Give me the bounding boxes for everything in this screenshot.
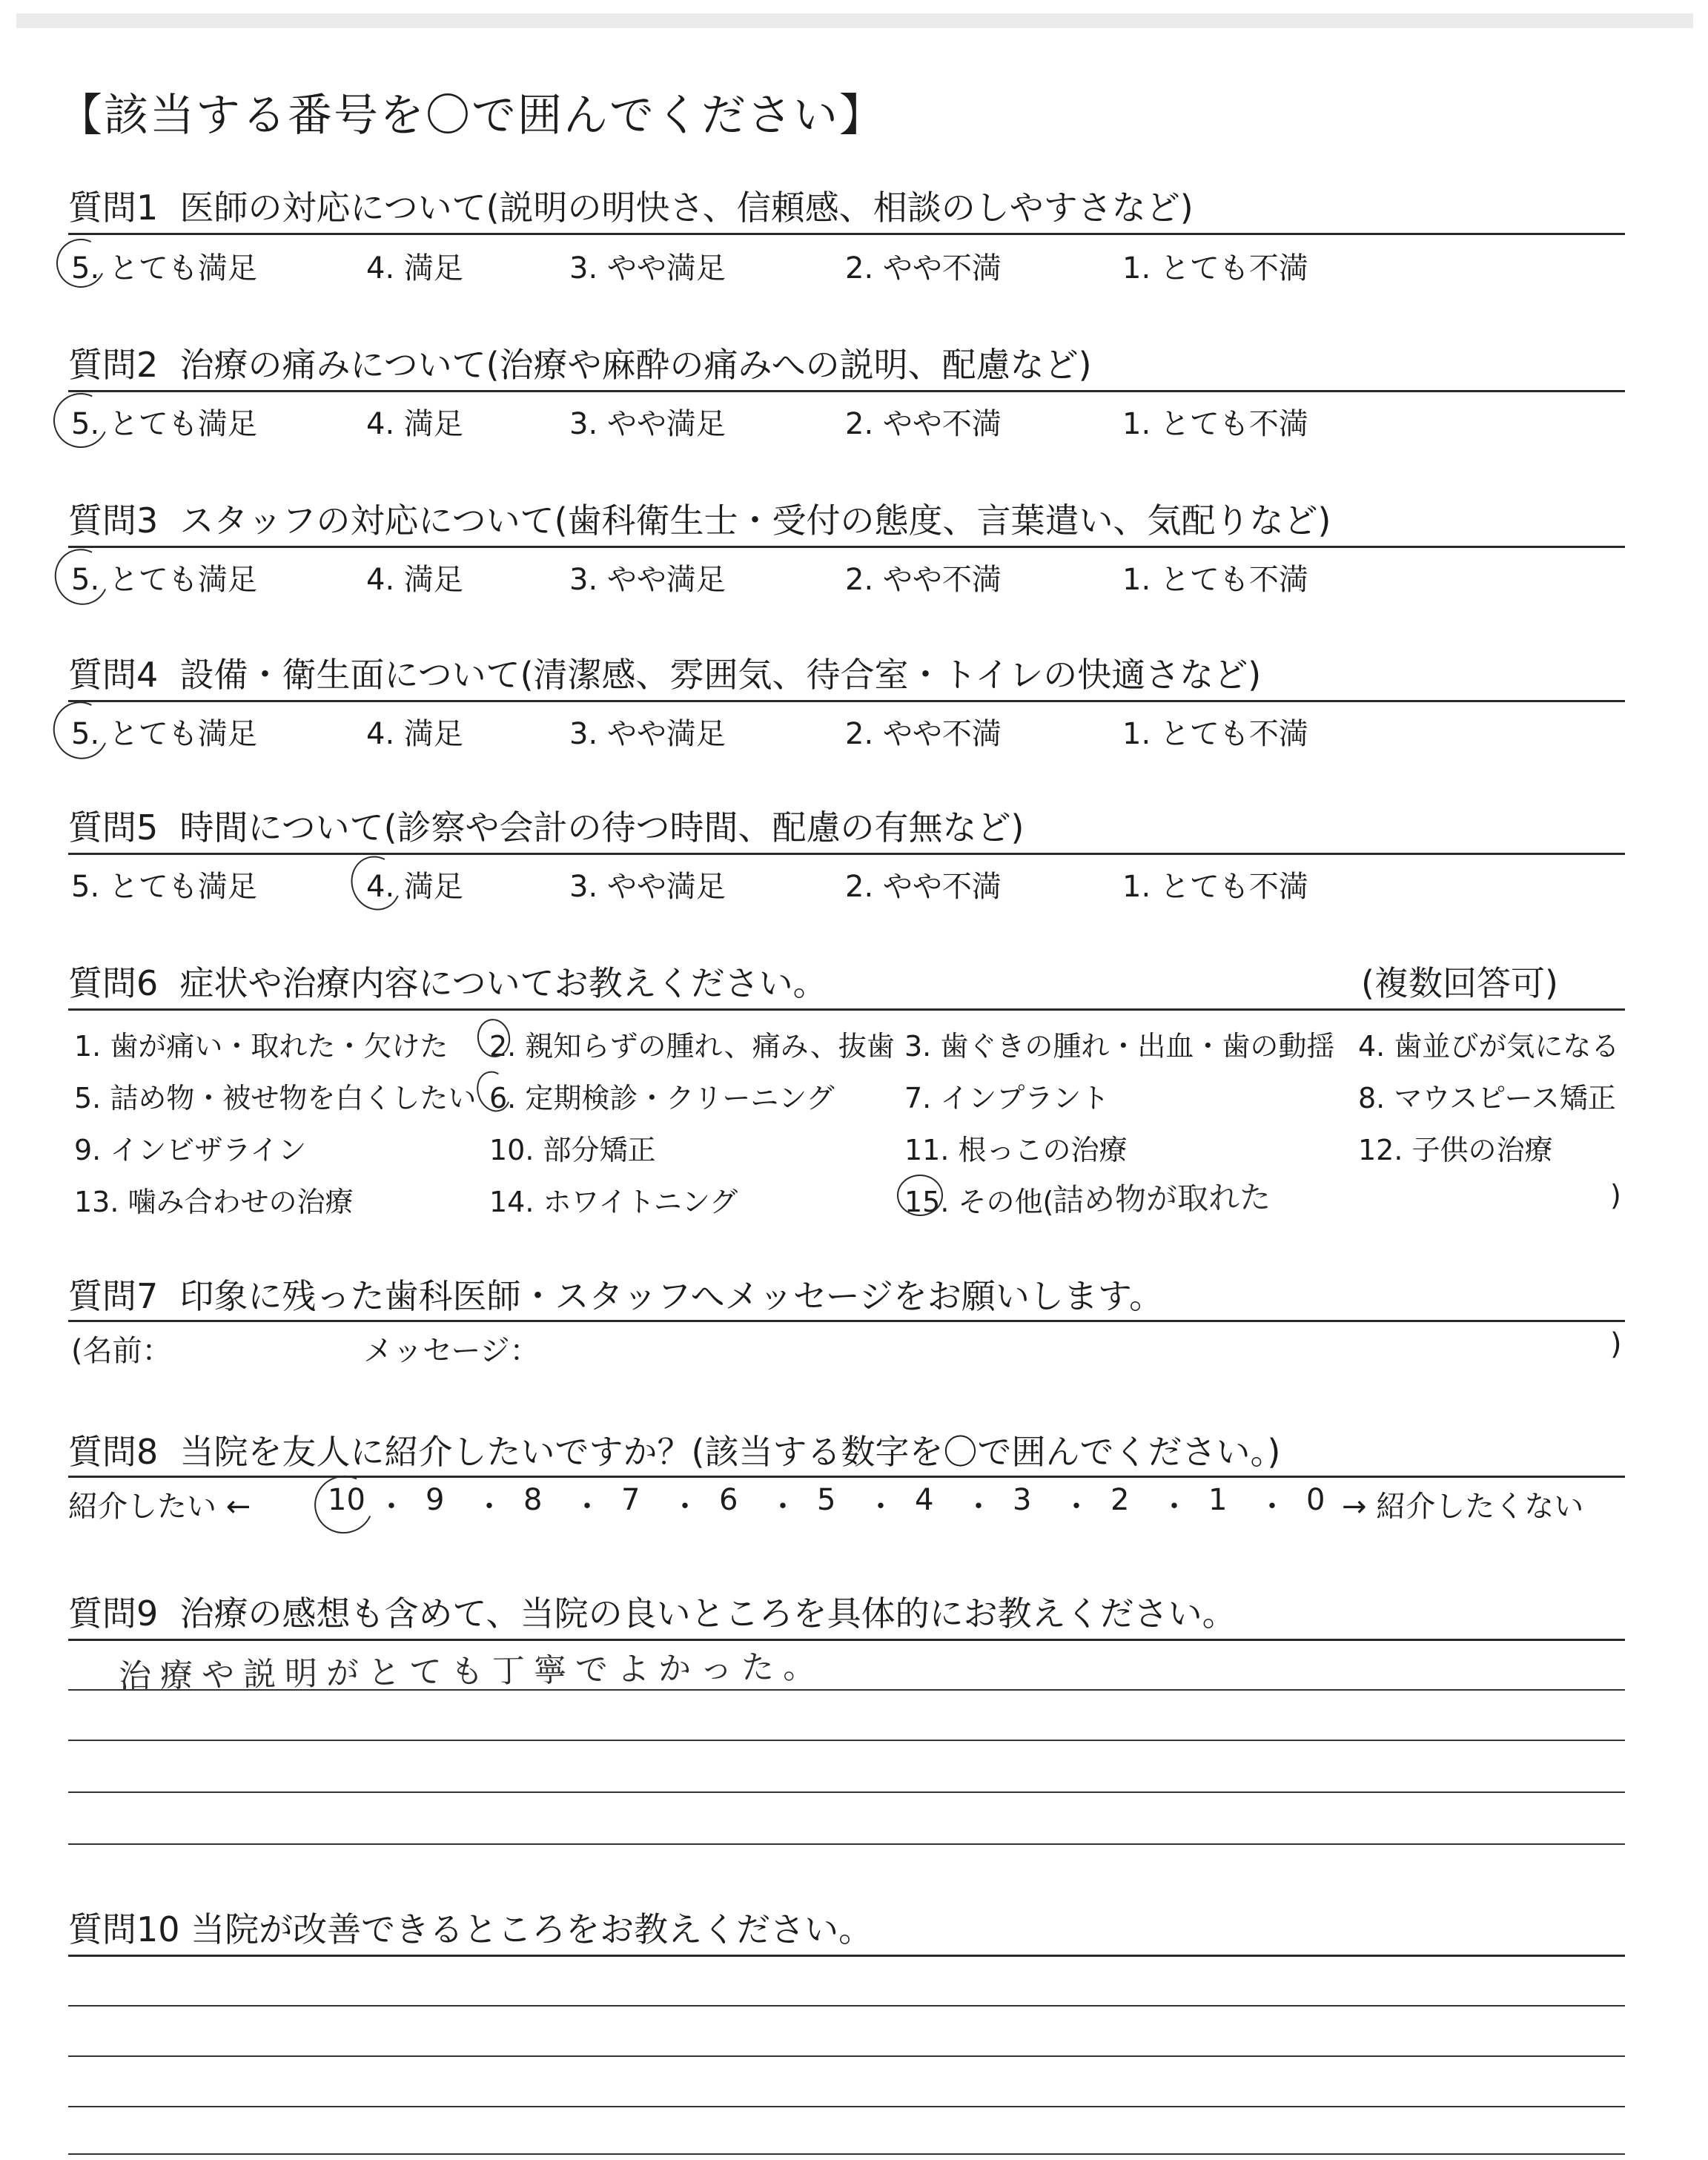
q8-scale-separator: ・ xyxy=(1062,1490,1091,1524)
q6-item-15-circle xyxy=(897,1175,943,1216)
question-5 xyxy=(68,801,1025,850)
q4-selection-circle xyxy=(45,694,116,767)
q8-scale-separator: ・ xyxy=(474,1490,504,1524)
question-6-multi-note: (複数回答可) xyxy=(1361,963,1558,1003)
page-title: 【該当する番号を〇で囲んでください】 xyxy=(58,90,885,142)
q6-item-15[interactable]: 15. その他( xyxy=(904,1186,1054,1218)
q8-scale-value-4[interactable]: 4 xyxy=(915,1483,934,1517)
q2-selection-circle xyxy=(46,386,116,456)
q6-item-5[interactable]: 5. 詰め物・被せ物を白くしたい xyxy=(74,1082,477,1114)
question-8-label: 質問8 xyxy=(68,1432,159,1472)
q1-option-2[interactable]: 2. やや不満 xyxy=(845,251,1002,285)
q4-option-2[interactable]: 2. やや不満 xyxy=(845,717,1002,751)
q6-item-14[interactable]: 14. ホワイトニング xyxy=(489,1186,738,1218)
question-2-rule xyxy=(68,390,1625,392)
q5-option-5[interactable]: 5. とても満足 xyxy=(71,870,257,904)
q4-option-1[interactable]: 1. とても不満 xyxy=(1122,717,1308,751)
question-10-label: 質問10 xyxy=(68,1909,180,1949)
q8-scale-separator: ・ xyxy=(377,1490,406,1524)
question-10-rule xyxy=(68,1955,1625,1957)
q8-scale-value-8[interactable]: 8 xyxy=(523,1483,543,1517)
q6-item-2[interactable]: 2. 親知らずの腫れ、痛み、抜歯 xyxy=(489,1030,895,1063)
q6-item-10[interactable]: 10. 部分矯正 xyxy=(489,1134,656,1166)
question-9-text: 治療の感想も含めて、当院の良いところを具体的にお教えください。 xyxy=(179,1593,1237,1634)
q8-left-label: 紹介したい ← xyxy=(68,1490,251,1524)
question-4-label: 質問4 xyxy=(68,655,159,695)
q6-other-handwritten: 詰め物が取れた xyxy=(1052,1178,1271,1219)
q8-scale-value-3[interactable]: 3 xyxy=(1013,1483,1032,1517)
q5-selection-circle xyxy=(343,849,408,917)
q8-scale-separator: ・ xyxy=(768,1490,798,1524)
q4-option-4[interactable]: 4. 満足 xyxy=(366,717,463,751)
q8-scale-value-5[interactable]: 5 xyxy=(817,1483,836,1517)
q6-item-11[interactable]: 11. 根っこの治療 xyxy=(904,1134,1128,1166)
question-5-label: 質問5 xyxy=(68,807,159,848)
q6-item-4[interactable]: 4. 歯並びが気になる xyxy=(1358,1030,1620,1063)
scan-top-edge xyxy=(16,13,1693,28)
q8-scale-separator: ・ xyxy=(866,1490,896,1524)
q9-handwritten-answer: 治療や説明がとても丁寧でよかった。 xyxy=(118,1648,825,1696)
question-7-text: 印象に残った歯科医師・スタッフへメッセージをお願いします。 xyxy=(179,1276,1164,1316)
q8-scale-separator: ・ xyxy=(670,1490,700,1524)
question-3-rule xyxy=(68,546,1625,548)
q7-message-label: メッセージ： xyxy=(363,1334,540,1368)
q10-writing-line-4[interactable] xyxy=(68,2153,1625,2155)
question-2 xyxy=(68,338,1092,387)
question-6-rule xyxy=(68,1008,1625,1011)
q3-option-2[interactable]: 2. やや不満 xyxy=(845,563,1002,597)
q8-right-label: → 紹介したくない xyxy=(1342,1490,1584,1524)
question-1-label: 質問1 xyxy=(68,188,159,228)
q8-selection-circle xyxy=(306,1467,382,1542)
q1-option-4[interactable]: 4. 満足 xyxy=(366,251,463,285)
q9-writing-line-2[interactable] xyxy=(68,1740,1625,1741)
question-3-label: 質問3 xyxy=(68,501,159,541)
q6-item-6[interactable]: 6. 定期検診・クリーニング xyxy=(489,1082,835,1114)
q5-option-2[interactable]: 2. やや不満 xyxy=(845,870,1002,904)
q2-option-3[interactable]: 3. やや満足 xyxy=(569,407,726,441)
question-1-rule xyxy=(68,233,1625,235)
q6-item-13[interactable]: 13. 噛み合わせの治療 xyxy=(74,1186,354,1218)
question-7 xyxy=(68,1269,1163,1318)
q8-scale-separator: ・ xyxy=(1159,1490,1189,1524)
q5-option-3[interactable]: 3. やや満足 xyxy=(569,870,726,904)
q8-scale-value-10[interactable]: 10 xyxy=(328,1483,365,1517)
q8-scale-value-1[interactable]: 1 xyxy=(1208,1483,1228,1517)
q4-option-3[interactable]: 3. やや満足 xyxy=(569,717,726,751)
question-3-text: スタッフの対応について(歯科衛生士・受付の態度、言葉遣い、気配りなど) xyxy=(179,501,1331,541)
q8-scale-value-0[interactable]: 0 xyxy=(1306,1483,1325,1517)
q2-option-1[interactable]: 1. とても不満 xyxy=(1122,407,1308,441)
q10-writing-line-1[interactable] xyxy=(68,2005,1625,2007)
question-5-rule xyxy=(68,853,1625,855)
q3-option-4[interactable]: 4. 満足 xyxy=(366,563,463,597)
q7-name-label: (名前： xyxy=(71,1334,172,1368)
q6-other-close-paren: ) xyxy=(1610,1179,1621,1212)
q9-writing-line-3[interactable] xyxy=(68,1791,1625,1793)
question-1 xyxy=(68,181,1194,230)
question-7-label: 質問7 xyxy=(68,1276,159,1316)
q9-writing-line-4[interactable] xyxy=(68,1843,1625,1845)
q3-option-1[interactable]: 1. とても不満 xyxy=(1122,563,1308,597)
q6-item-7[interactable]: 7. インプラント xyxy=(904,1082,1110,1114)
q3-selection-circle xyxy=(47,541,116,612)
q2-option-2[interactable]: 2. やや不満 xyxy=(845,407,1002,441)
question-6 xyxy=(68,957,1625,1005)
q5-option-1[interactable]: 1. とても不満 xyxy=(1122,870,1308,904)
q3-option-5[interactable]: 5. とても満足 xyxy=(71,563,257,597)
q8-scale xyxy=(328,1483,1325,1527)
q8-scale-value-7[interactable]: 7 xyxy=(621,1483,640,1517)
q6-item-8[interactable]: 8. マウスピース矯正 xyxy=(1358,1082,1616,1114)
q1-option-5[interactable]: 5. とても満足 xyxy=(71,251,257,285)
q1-option-3[interactable]: 3. やや満足 xyxy=(569,251,726,285)
question-4-text: 設備・衛生面について(清潔感、雰囲気、待合室・トイレの快適さなど) xyxy=(179,655,1262,695)
question-4 xyxy=(68,648,1261,697)
q1-option-1[interactable]: 1. とても不満 xyxy=(1122,251,1308,285)
question-2-label: 質問2 xyxy=(68,345,159,385)
question-3 xyxy=(68,494,1331,543)
q5-option-4[interactable]: 4. 満足 xyxy=(366,870,463,904)
question-6-label: 質問6 xyxy=(68,963,159,1003)
q6-item-9[interactable]: 9. インビザライン xyxy=(74,1134,307,1166)
q8-scale-value-2[interactable]: 2 xyxy=(1110,1483,1130,1517)
q10-writing-line-3[interactable] xyxy=(68,2106,1625,2107)
question-10 xyxy=(68,1903,873,1952)
question-9-label: 質問9 xyxy=(68,1593,159,1634)
q6-item-12[interactable]: 12. 子供の治療 xyxy=(1358,1134,1553,1166)
question-1-text: 医師の対応について(説明の明快さ、信頼感、相談のしやすさなど) xyxy=(179,188,1194,228)
q4-option-5[interactable]: 5. とても満足 xyxy=(71,717,257,751)
q10-writing-line-2[interactable] xyxy=(68,2055,1625,2057)
question-8-rule xyxy=(68,1476,1625,1478)
question-10-text: 当院が改善できるところをお教えください。 xyxy=(191,1909,873,1949)
q7-close-paren: ) xyxy=(1610,1327,1622,1361)
q3-option-3[interactable]: 3. やや満足 xyxy=(569,563,726,597)
question-8 xyxy=(68,1425,1280,1474)
q8-scale-separator: ・ xyxy=(572,1490,602,1524)
q8-scale-separator: ・ xyxy=(1257,1490,1287,1524)
question-5-text: 時間について(診察や会計の待つ時間、配慮の有無など) xyxy=(179,807,1025,848)
question-9-rule xyxy=(68,1639,1625,1641)
question-9 xyxy=(68,1587,1237,1636)
q2-option-5[interactable]: 5. とても満足 xyxy=(71,407,257,441)
question-6-text: 症状や治療内容についてお教えください。 xyxy=(179,963,827,1003)
q8-scale-value-9[interactable]: 9 xyxy=(426,1483,445,1517)
question-2-text: 治療の痛みについて(治療や麻酔の痛みへの説明、配慮など) xyxy=(179,345,1092,385)
q9-writing-line-1[interactable] xyxy=(68,1689,1625,1691)
q8-scale-separator: ・ xyxy=(964,1490,993,1524)
question-4-rule xyxy=(68,700,1625,702)
q2-option-4[interactable]: 4. 満足 xyxy=(366,407,463,441)
q8-scale-value-6[interactable]: 6 xyxy=(719,1483,738,1517)
q6-item-1[interactable]: 1. 歯が痛い・取れた・欠けた xyxy=(74,1030,448,1063)
question-8-text: 当院を友人に紹介したいですか？(該当する数字を〇で囲んでください。) xyxy=(179,1432,1281,1472)
question-7-rule xyxy=(68,1320,1625,1322)
q6-item-3[interactable]: 3. 歯ぐきの腫れ・出血・歯の動揺 xyxy=(904,1030,1335,1063)
